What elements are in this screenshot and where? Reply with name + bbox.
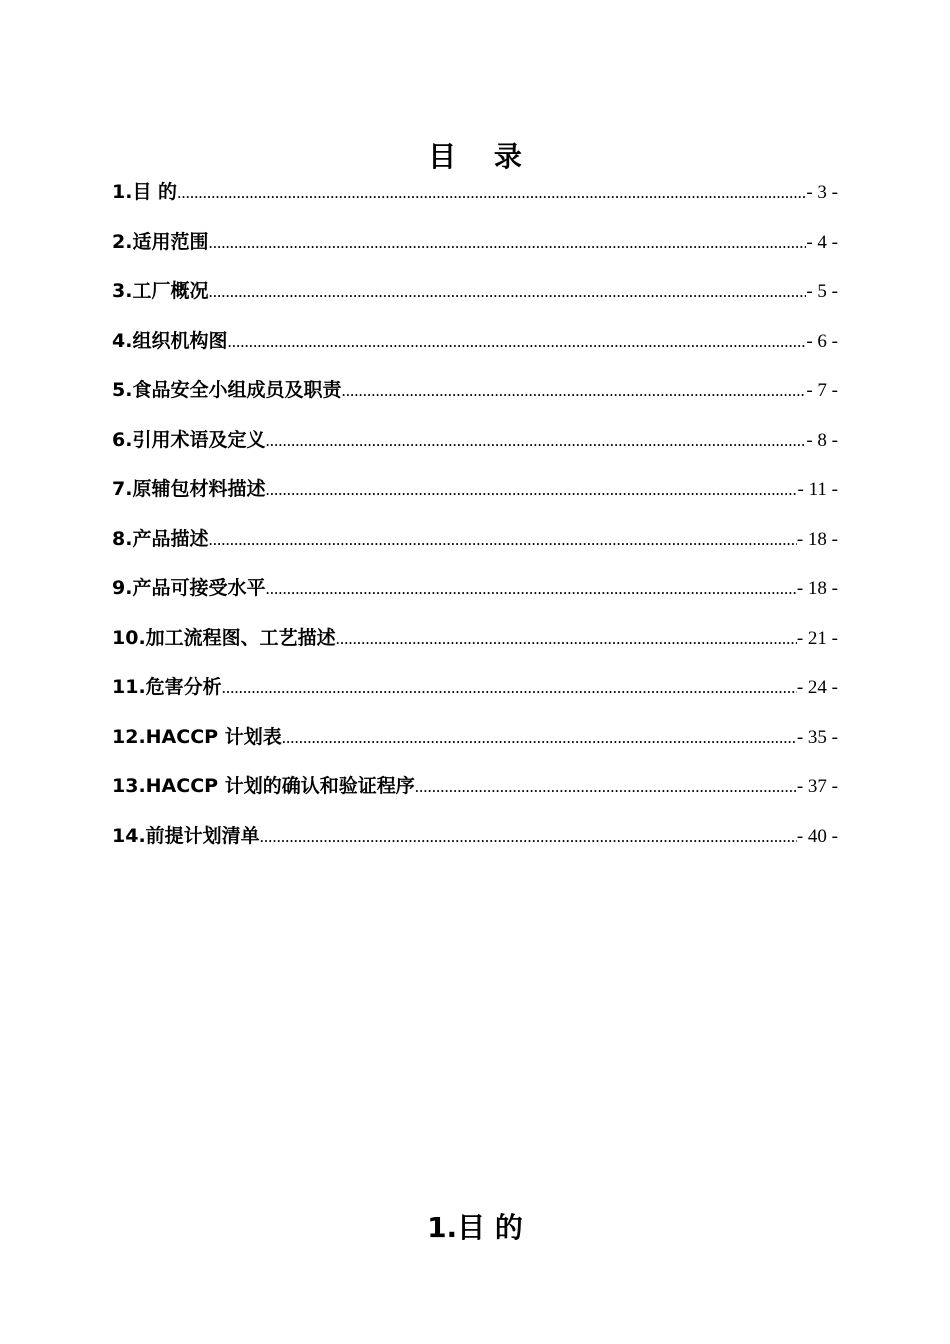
toc-entry[interactable] bbox=[112, 719, 838, 769]
section-heading: 1.目 的 bbox=[427, 1211, 523, 1245]
toc-entry[interactable] bbox=[112, 323, 838, 373]
toc-entry-page-number: - 18 - bbox=[796, 578, 838, 599]
toc-entry-page-number: - 24 - bbox=[796, 677, 838, 698]
toc-entry[interactable] bbox=[112, 818, 838, 868]
toc-entry-label: 7.原辅包材料描述 bbox=[112, 478, 266, 500]
toc-entry-label: 14.前提计划清单 bbox=[112, 824, 260, 847]
toc-dot-leader bbox=[177, 175, 806, 211]
toc-dot-leader bbox=[341, 373, 806, 409]
toc-entry[interactable] bbox=[112, 669, 838, 719]
toc-title: 目 录 bbox=[428, 139, 536, 173]
toc-dot-leader bbox=[265, 571, 796, 607]
toc-entry-label: 2.适用范围 bbox=[112, 230, 209, 253]
toc-entry[interactable] bbox=[112, 174, 838, 224]
toc-dot-leader bbox=[222, 670, 797, 706]
toc-entry[interactable] bbox=[112, 224, 838, 274]
toc-entry[interactable] bbox=[112, 768, 838, 818]
toc-entry[interactable] bbox=[112, 372, 838, 422]
toc-entry-page-number: - 40 - bbox=[796, 825, 838, 847]
toc-entry-label: 10.加工流程图、工艺描述 bbox=[112, 626, 336, 649]
toc-entry-page-number: - 8 - bbox=[806, 429, 838, 451]
toc-list bbox=[112, 174, 838, 867]
toc-entry[interactable] bbox=[112, 521, 838, 571]
toc-dot-leader bbox=[415, 769, 797, 805]
toc-entry[interactable] bbox=[112, 471, 838, 521]
toc-entry-label: 1.目 的 bbox=[112, 181, 178, 203]
toc-entry[interactable] bbox=[112, 570, 838, 620]
toc-entry[interactable] bbox=[112, 422, 838, 472]
toc-entry-label: 13.HACCP 计划的确认和验证程序 bbox=[112, 775, 415, 797]
toc-dot-leader bbox=[208, 225, 806, 261]
toc-entry-label: 5.食品安全小组成员及职责 bbox=[112, 379, 342, 401]
toc-dot-leader bbox=[265, 423, 806, 459]
toc-entry-page-number: - 7 - bbox=[806, 380, 838, 401]
toc-entry-label: 11.危害分析 bbox=[112, 676, 222, 698]
toc-dot-leader bbox=[265, 472, 797, 508]
toc-dot-leader bbox=[208, 522, 796, 558]
toc-entry-page-number: - 6 - bbox=[806, 330, 838, 352]
toc-entry-page-number: - 5 - bbox=[806, 281, 838, 302]
toc-entry-label: 8.产品描述 bbox=[112, 527, 209, 550]
toc-entry-page-number: - 35 - bbox=[796, 726, 838, 748]
toc-dot-leader bbox=[282, 720, 797, 756]
toc-entry-page-number: - 18 - bbox=[796, 528, 838, 550]
toc-entry-label: 12.HACCP 计划表 bbox=[112, 725, 282, 748]
toc-dot-leader bbox=[208, 274, 806, 310]
toc-entry-page-number: - 21 - bbox=[796, 627, 838, 649]
toc-entry-label: 3.工厂概况 bbox=[112, 280, 209, 302]
toc-entry-label: 6.引用术语及定义 bbox=[112, 428, 266, 451]
toc-entry-page-number: - 11 - bbox=[797, 479, 838, 500]
toc-entry-page-number: - 37 - bbox=[796, 776, 838, 797]
toc-dot-leader bbox=[227, 324, 806, 360]
toc-entry-label: 4.组织机构图 bbox=[112, 329, 228, 352]
toc-entry[interactable] bbox=[112, 273, 838, 323]
toc-dot-leader bbox=[260, 819, 797, 855]
toc-dot-leader bbox=[336, 621, 797, 657]
toc-entry-page-number: - 3 - bbox=[806, 182, 838, 203]
toc-entry[interactable] bbox=[112, 620, 838, 670]
toc-entry-label: 9.产品可接受水平 bbox=[112, 577, 266, 599]
toc-entry-page-number: - 4 - bbox=[806, 231, 838, 253]
